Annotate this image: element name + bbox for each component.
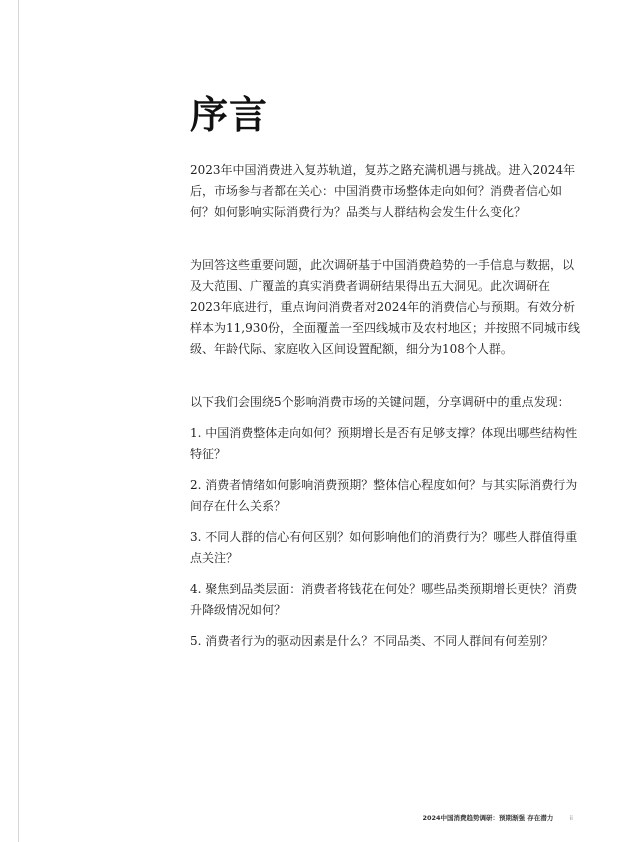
page-number: ii [569,814,573,822]
paragraph-questions-intro: 以下我们会围绕5个影响消费市场的关键问题，分享调研中的重点发现： [190,395,570,409]
list-item: 2. 消费者情绪如何影响消费预期？整体信心程度如何？与其实际消费行为间存在什么关系？ [190,478,578,513]
page-edge-rule [18,0,19,842]
preface-body [190,160,580,662]
list-item: 1. 中国消费整体走向如何？预期增长是否有足够支撑？体现出哪些结构性特征？ [190,426,578,461]
page-footer [422,813,573,822]
list-item: 5. 消费者行为的驱动因素是什么？不同品类、不同人群间有何差别？ [190,634,554,648]
paragraph-methodology: 为回答这些重要问题，此次调研基于中国消费趋势的一手信息与数据，以及大范围、广覆盖的真实消费者调研结果得出五大洞见。此次调研在2023年底进行，重点询问消费者对2024年的消费信心与预期。有效分析样本为11,930份，全面覆盖一至四线城市及农村地区；并按照不同城市线级、年龄代际、家庭收入区间设置配额，细分为108个人群。 [190,258,580,356]
footer-report-title: 2024中国消费趋势调研：预期渐强 存在潜力 [422,814,554,822]
key-questions-list [190,423,580,652]
page-title: 序言 [190,92,269,137]
list-item: 4. 聚焦到品类层面：消费者将钱花在何处？哪些品类预期增长更快？消费升降级情况如何？ [190,582,578,617]
paragraph-context: 2023年中国消费进入复苏轨道，复苏之路充满机遇与挑战。进入2024年后，市场参与者都在关心：中国消费市场整体走向如何？消费者信心如何？如何影响实际消费行为？品类与人群结构会发生什么变化？ [190,163,576,219]
list-item: 3. 不同人群的信心有何区别？如何影响他们的消费行为？哪些人群值得重点关注？ [190,530,578,565]
